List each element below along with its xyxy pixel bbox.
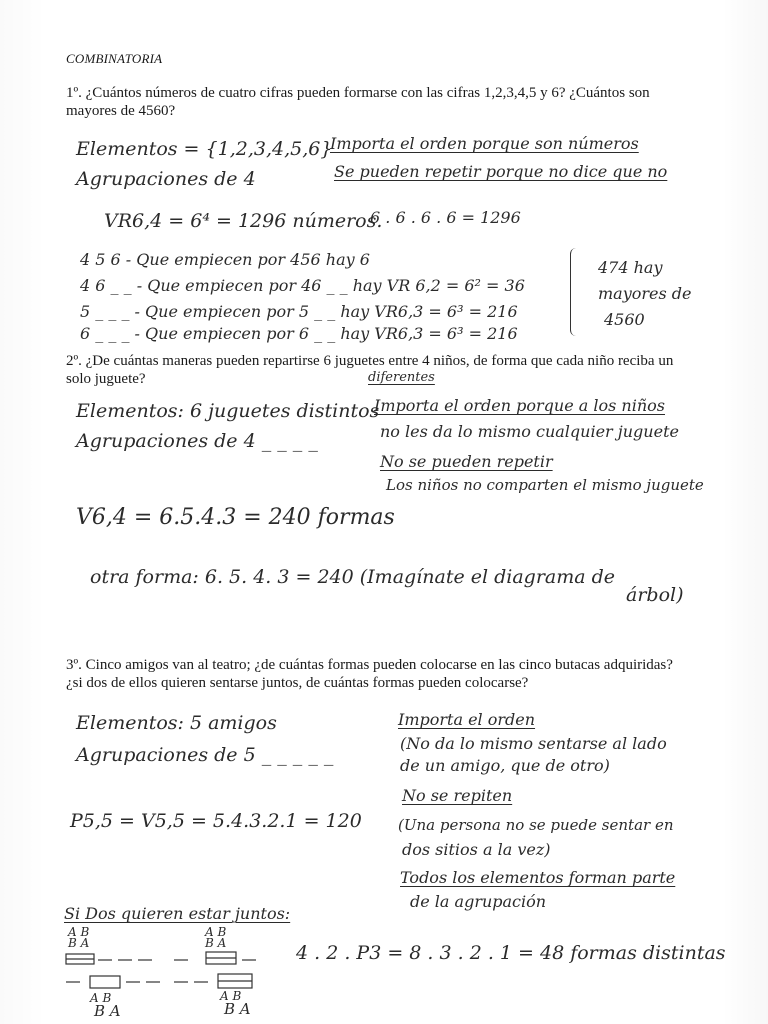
diagram-label-1: A B (68, 925, 90, 939)
q3-juntos-text: Si Dos quieren estar juntos: (64, 904, 291, 923)
question-1-line-1: 1º. ¿Cuántos números de cuatro cifras pueden formarse con las cifras 1,2,3,4,5 y 6? ¿Cuántos son (66, 85, 650, 101)
q3-juntos-formula: 4 . 2 . P3 = 8 . 3 . 2 . 1 = 48 formas distintas (296, 942, 726, 964)
question-3-line-1: 3º. Cinco amigos van al teatro; ¿de cuántas formas pueden colocarse en las cinco butacas adquiridas? (66, 657, 673, 673)
q3-importa-text: Importa el orden (398, 710, 536, 729)
seat-rows (60, 948, 280, 994)
diagram-label-7: A B (220, 989, 242, 1003)
q2-formula: V6,4 = 6.5.4.3 = 240 formas (76, 505, 395, 530)
question-1-line-2: mayores de 4560? (66, 103, 176, 119)
q1-importa-text: Importa el orden porque son números (330, 134, 639, 153)
diagram-label-4: B A (205, 936, 227, 950)
q2-no-repetir (380, 452, 553, 471)
q2-no-repetir-text: No se pueden repetir (380, 452, 553, 471)
q3-todos (400, 868, 675, 887)
question-2-line-2: solo juguete? (66, 371, 146, 387)
q2-annotation-text: diferentes (368, 370, 435, 385)
q2-otra-2: árbol) (626, 584, 684, 606)
q3-no-repiten-3: dos sitios a la vez) (402, 840, 551, 859)
q1-vr-formula: VR6,4 = 6⁴ = 1296 números. (104, 210, 383, 232)
diagram-label-5: A B (90, 991, 112, 1005)
q1-result-bracket (570, 248, 581, 336)
diagram-label-2: B A (68, 936, 90, 950)
q3-no-repiten (402, 786, 512, 805)
q3-importa-3: de un amigo, que de otro) (400, 756, 610, 775)
q1-case-4: 6 _ _ _ - Que empiecen por 6 _ _ hay VR6,3 = 6³ = 216 (80, 324, 518, 343)
q1-case-1: 4 5 6 - Que empiecen por 456 hay 6 (80, 250, 370, 269)
q2-agrupaciones: Agrupaciones de 4 _ _ _ _ (76, 430, 318, 452)
q1-importa (330, 134, 639, 153)
q1-result-2: mayores de (598, 284, 692, 303)
question-2-line-1: 2º. ¿De cuántas maneras pueden repartirse 6 juguetes entre 4 niños, de forma que cada niño reciba un (66, 353, 674, 369)
seat-box-3 (90, 976, 120, 988)
q2-otra: otra forma: 6. 5. 4. 3 = 240 (Imagínate el diagrama de (90, 566, 616, 588)
q1-repetir-text: Se pueden repetir porque no dice que no (334, 162, 668, 181)
q1-repetir (334, 162, 667, 181)
question-3-line-2: ¿si dos de ellos quieren sentarse juntos, de cuántas formas pueden colocarse? (66, 675, 529, 691)
q1-case-2: 4 6 _ _ - Que empiecen por 46 _ _ hay VR 6,2 = 6² = 36 (80, 276, 525, 295)
q3-no-repiten-text: No se repiten (402, 786, 513, 805)
q3-no-repiten-2: (Una persona no se puede sentar en (398, 816, 674, 834)
diagram-label-8: B A (224, 1000, 251, 1018)
q3-formula: P5,5 = V5,5 = 5.4.3.2.1 = 120 (70, 810, 362, 832)
q2-importa-text: Importa el orden porque a los niños (374, 396, 665, 415)
diagram-label-3: A B (205, 925, 227, 939)
q1-product: 6 . 6 . 6 . 6 = 1296 (370, 208, 521, 227)
q3-importa (398, 710, 535, 729)
q2-elementos: Elementos: 6 juguetes distintos (76, 400, 380, 422)
q2-importa (374, 396, 665, 415)
q1-result-3: 4560 (604, 310, 645, 329)
q2-importa-2: no les da lo mismo cualquier juguete (380, 422, 679, 441)
page-title: COMBINATORIA (66, 51, 163, 66)
q3-agrupaciones: Agrupaciones de 5 _ _ _ _ _ (76, 744, 334, 766)
q2-no-repetir-2: Los niños no comparten el mismo juguete (386, 476, 704, 494)
q1-agrupaciones: Agrupaciones de 4 (76, 168, 256, 190)
q1-case-3: 5 _ _ _ - Que empiecen por 5 _ _ hay VR6,3 = 6³ = 216 (80, 302, 518, 321)
diagram-label-6: B A (94, 1002, 121, 1020)
q3-importa-2: (No da lo mismo sentarse al lado (400, 734, 667, 753)
q2-annotation (368, 368, 435, 387)
q3-todos-text: Todos los elementos forman parte (400, 868, 676, 887)
q3-elementos: Elementos: 5 amigos (76, 712, 277, 734)
q1-result-1: 474 hay (598, 258, 663, 277)
q1-elementos: Elementos = {1,2,3,4,5,6} (76, 138, 333, 160)
q3-todos-2: de la agrupación (410, 892, 547, 911)
